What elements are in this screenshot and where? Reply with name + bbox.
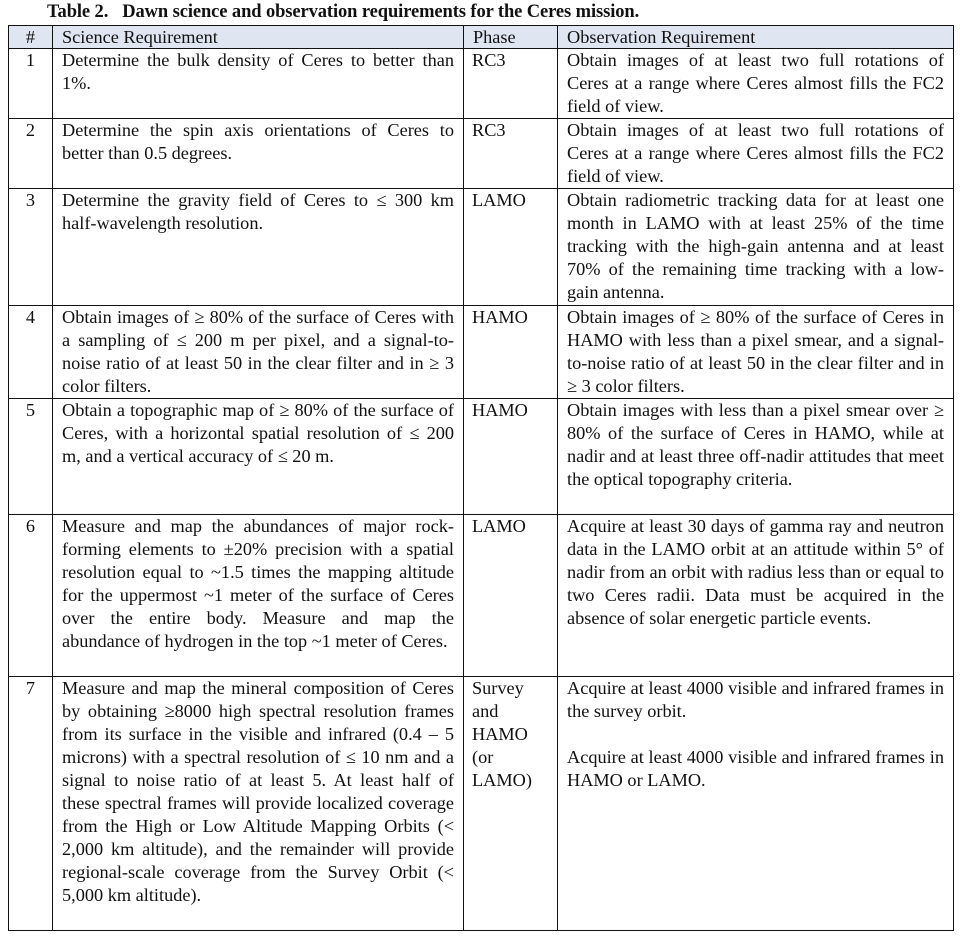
observation-requirement-cell	[558, 49, 954, 119]
observation-requirement-cell	[558, 189, 954, 306]
science-requirement-cell: Measure and map the mineral composition of Ceres by obtaining ≥8000 high spectral resolution frames from its surface in the visible and infrared (0.4 – 5 microns) with a spectral resolution of ≤ 10 nm and a signal to noise ratio of at least 5. At least half of these spectral frames will provide localized coverage from the High or Low Altitude Mapping Orbits (< 2,000 km altitude), and the remainder will provide regional-scale coverage from the Survey Orbit (< 5,000 km altitude).	[53, 677, 464, 931]
observation-requirement-cell	[558, 119, 954, 189]
row-number: 4	[9, 306, 53, 399]
table-caption-title: Dawn science and observation requirements for the Ceres mission.	[122, 2, 640, 22]
table-caption-label: Table 2.	[47, 2, 109, 22]
science-requirement-cell: Determine the gravity field of Ceres to ≤ 300 km half-wavelength resolution.	[53, 189, 464, 306]
table-header-row	[9, 26, 954, 49]
table-row	[9, 49, 954, 119]
phase-cell: LAMO	[464, 515, 558, 677]
observation-paragraph: Acquire at least 4000 visible and infrared frames in the survey orbit.	[567, 678, 944, 721]
science-requirement-cell: Determine the bulk density of Ceres to better than 1%.	[53, 49, 464, 119]
observation-paragraph: Obtain images of ≥ 80% of the surface of Ceres in HAMO with less than a pixel smear, and a signal-to-noise ratio of at least 50 in the clear filter and in ≥ 3 color filters.	[567, 307, 944, 396]
table-row	[9, 515, 954, 677]
requirements-table	[8, 25, 954, 931]
science-requirement-cell: Measure and map the abundances of major rock-forming elements to ±20% precision with a spatial resolution equal to ~1.5 times the mapping altitude for the uppermost ~1 meter of the surface of Ceres over the entire body. Measure and map the abundance of hydrogen in the top ~1 meter of Ceres.	[53, 515, 464, 677]
observation-paragraph: Obtain images with less than a pixel smear over ≥ 80% of the surface of Ceres in HAMO, while at nadir and at least three off-nadir attitudes that meet the optical topography criteria.	[567, 400, 944, 489]
science-requirement-cell: Determine the spin axis orientations of Ceres to better than 0.5 degrees.	[53, 119, 464, 189]
table-row	[9, 399, 954, 515]
header-num: #	[9, 26, 53, 49]
row-number: 1	[9, 49, 53, 119]
table-row	[9, 119, 954, 189]
phase-cell: Survey and HAMO (or LAMO)	[464, 677, 558, 931]
observation-paragraph: Obtain images of at least two full rotations of Ceres at a range where Ceres almost fills the FC2 field of view.	[567, 120, 944, 186]
row-number: 6	[9, 515, 53, 677]
observation-requirement-cell	[558, 399, 954, 515]
table-row	[9, 306, 954, 399]
observation-paragraph: Acquire at least 4000 visible and infrared frames in HAMO or LAMO.	[567, 747, 944, 790]
observation-paragraph: Obtain images of at least two full rotations of Ceres at a range where Ceres almost fills the FC2 field of view.	[567, 50, 944, 116]
observation-requirement-cell	[558, 515, 954, 677]
paragraph-spacer	[567, 723, 944, 746]
observation-paragraph: Acquire at least 30 days of gamma ray and neutron data in the LAMO orbit at an attitude within 5° of nadir from an orbit with radius less than or equal to two Ceres radii. Data must be acquired in the absence of solar energetic particle events.	[567, 516, 944, 628]
phase-cell: RC3	[464, 119, 558, 189]
header-science-requirement: Science Requirement	[53, 26, 464, 49]
table-row	[9, 189, 954, 306]
phase-cell: HAMO	[464, 306, 558, 399]
row-number: 7	[9, 677, 53, 931]
header-phase: Phase	[464, 26, 558, 49]
row-number: 5	[9, 399, 53, 515]
science-requirement-cell: Obtain a topographic map of ≥ 80% of the surface of Ceres, with a horizontal spatial resolution of ≤ 200 m, and a vertical accuracy of ≤ 20 m.	[53, 399, 464, 515]
science-requirement-cell: Obtain images of ≥ 80% of the surface of Ceres with a sampling of ≤ 200 m per pixel, and a signal-to-noise ratio of at least 50 in the clear filter and in ≥ 3 color filters.	[53, 306, 464, 399]
phase-cell: RC3	[464, 49, 558, 119]
table-row	[9, 677, 954, 931]
phase-cell: HAMO	[464, 399, 558, 515]
header-observation-requirement: Observation Requirement	[558, 26, 954, 49]
observation-requirement-cell	[558, 677, 954, 931]
row-number: 3	[9, 189, 53, 306]
table-caption	[47, 2, 639, 23]
observation-requirement-cell	[558, 306, 954, 399]
observation-paragraph: Obtain radiometric tracking data for at least one month in LAMO with at least 25% of the time tracking with the high-gain antenna and at least 70% of the remaining time tracking with a low-gain antenna.	[567, 190, 944, 302]
row-number: 2	[9, 119, 53, 189]
phase-cell: LAMO	[464, 189, 558, 306]
